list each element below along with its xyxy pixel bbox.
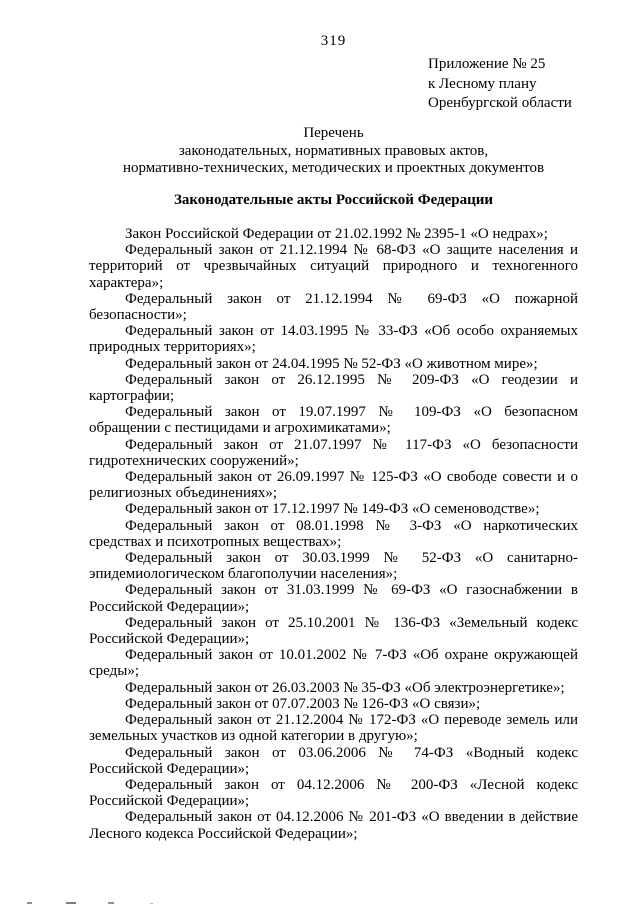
law-entry: Федеральный закон от 10.01.2002 № 7-ФЗ «Об охране окружающей среды»; xyxy=(89,647,578,680)
law-entry: Федеральный закон от 21.12.1994 № 69-ФЗ «О пожарной безопасности»; xyxy=(89,290,578,324)
law-entry: Федеральный закон от 07.07.2003 № 126-ФЗ «О связи»; xyxy=(125,695,481,712)
scan-artifact xyxy=(27,902,32,904)
law-entry: Федеральный закон от 04.12.2006 № 200-ФЗ «Лесной кодекс Российской Федерации»; xyxy=(89,776,578,810)
list-title-line: нормативно-технических, методических и проектных документов xyxy=(122,160,545,177)
law-entry: Федеральный закон от 26.03.2003 № 35-ФЗ «Об электроэнергетике»; xyxy=(125,679,565,696)
list-title-line: законодательных, нормативных правовых актов, xyxy=(178,142,489,159)
law-entry: Федеральный закон от 26.09.1997 № 125-ФЗ «О свободе совести и о религиозных объединениях»; xyxy=(89,469,578,502)
law-entry: Федеральный закон от 30.03.1999 № 52-ФЗ «О санитарно-эпидемиологическом благополучии населения»; xyxy=(89,550,578,583)
scan-artifact xyxy=(66,902,76,904)
section-heading: Законодательные акты Российской Федерации xyxy=(173,192,494,208)
law-entry: Федеральный закон от 19.07.1997 № 109-ФЗ «О безопасном обращении с пестицидами и агрохимикатами»; xyxy=(89,404,578,437)
law-entry: Федеральный закон от 25.10.2001 № 136-ФЗ «Земельный кодекс Российской Федерации»; xyxy=(89,614,578,648)
appendix-line: Оренбургской области xyxy=(428,95,572,111)
scan-artifact xyxy=(150,903,153,904)
law-entry: Федеральный закон от 21.07.1997 № 117-ФЗ «О безопасности гидротехнических сооружений»; xyxy=(89,436,578,469)
law-list xyxy=(89,226,578,842)
appendix-line: Приложение № 25 xyxy=(428,56,546,72)
scan-artifact xyxy=(108,902,114,904)
appendix-line: к Лесному плану xyxy=(428,75,537,92)
law-entry: Федеральный закон от 24.04.1995 № 52-ФЗ «О животном мире»; xyxy=(125,355,538,372)
list-title-line: Перечень xyxy=(303,125,364,141)
page-number: 319 xyxy=(320,33,347,49)
law-entry: Федеральный закон от 21.12.1994 № 68-ФЗ «О защите населения и территорий от чрезвычайных ситуаций природного и техногенного характера»; xyxy=(89,242,578,291)
law-entry: Федеральный закон от 03.06.2006 № 74-ФЗ «Водный кодекс Российской Федерации»; xyxy=(89,744,578,777)
law-entry: Федеральный закон от 08.01.1998 № 3-ФЗ «О наркотических средствах и психотропных веществах»; xyxy=(89,517,578,550)
law-entry: Федеральный закон от 14.03.1995 № 33-ФЗ «Об особо охраняемых природных территориях»; xyxy=(89,323,578,356)
appendix-block xyxy=(428,55,572,114)
law-entry: Федеральный закон от 17.12.1997 № 149-ФЗ «О семеноводстве»; xyxy=(125,501,540,518)
law-entry: Федеральный закон от 26.12.1995 № 209-ФЗ «О геодезии и картографии; xyxy=(89,371,578,405)
law-entry: Федеральный закон от 31.03.1999 № 69-ФЗ «О газоснабжении в Российской Федерации»; xyxy=(89,582,578,615)
law-entry: Федеральный закон от 04.12.2006 № 201-ФЗ «О введении в действие Лесного кодекса Российской Федерации»; xyxy=(89,809,578,842)
document-list-title xyxy=(89,125,578,178)
law-entry: Федеральный закон от 21.12.2004 № 172-ФЗ «О переводе земель или земельных участков из одной категории в другую»; xyxy=(89,712,578,745)
law-entry: Закон Российской Федерации от 21.02.1992 № 2395-1 «О недрах»; xyxy=(125,226,548,242)
